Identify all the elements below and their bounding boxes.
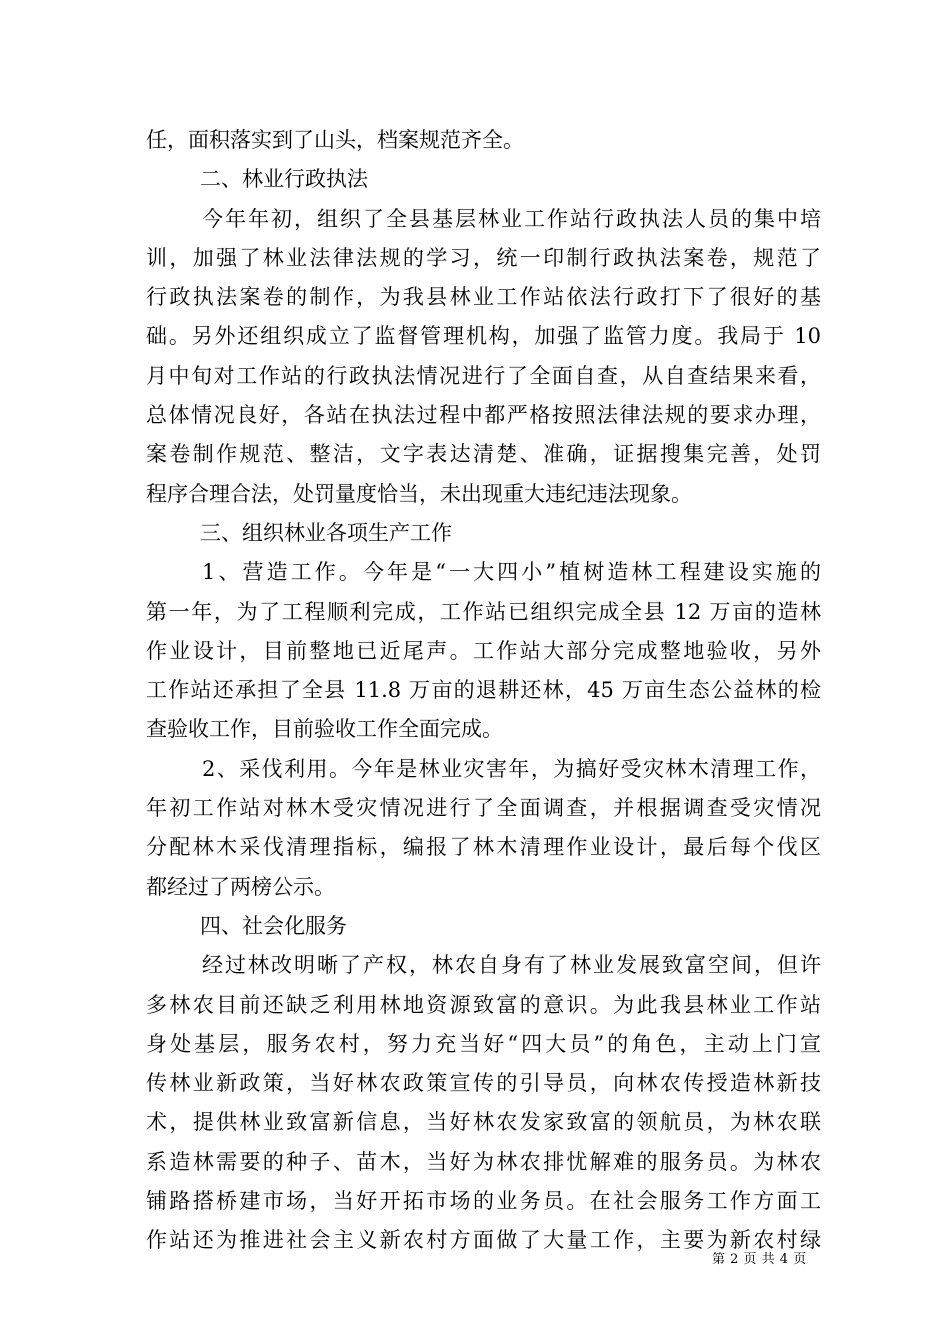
- paragraph-line: 多林农目前还缺乏利用林地资源致富的意识。为此我县林业工作站: [146, 992, 821, 1017]
- paragraph-line: 年初工作站对林木受灾情况进行了全面调查，并根据调查受灾情况: [146, 796, 821, 821]
- paragraph-line: 身处基层，服务农村，努力充当好“四大员”的角色，主动上门宣: [146, 1031, 821, 1056]
- paragraph-line: 作业设计，目前整地已近尾声。工作站大部分完成整地验收，另外: [146, 638, 821, 663]
- document-body: [146, 121, 821, 1261]
- paragraph-line: 月中旬对工作站的行政执法情况进行了全面自查，从自查结果来看，: [146, 363, 821, 388]
- paragraph-line: 2、采伐利用。今年是林业灾害年，为搞好受灾林木清理工作，: [202, 756, 821, 781]
- paragraph-line: 术，提供林业致富新信息，当好林农发家致富的领航员，为林农联: [146, 1110, 821, 1135]
- section-heading-social-service: 四、社会化服务: [200, 913, 347, 938]
- paragraph-line: 系造林需要的种子、苗木，当好为林农排忧解难的服务员。为林农: [146, 1149, 821, 1174]
- paragraph-line: 传林业新政策，当好林农政策宣传的引导员，向林农传授造林新技: [146, 1071, 821, 1096]
- paragraph-line: 都经过了两榜公示。: [146, 874, 335, 899]
- page-number: 第 2 页 共 4 页: [712, 1252, 807, 1267]
- paragraph-line: 查验收工作，目前验收工作全面完成。: [146, 717, 503, 742]
- paragraph-line: 础。另外还组织成立了监督管理机构，加强了监管力度。我局于 10: [146, 324, 821, 349]
- paragraph-line: 分配林木采伐清理指标，编报了林木清理作业设计，最后每个伐区: [146, 835, 821, 860]
- paragraph-line: 案卷制作规范、整洁，文字表达清楚、准确，证据搜集完善，处罚: [146, 442, 821, 467]
- paragraph-line: 训，加强了林业法律法规的学习，统一印制行政执法案卷，规范了: [146, 245, 821, 270]
- paragraph-line: 作站还为推进社会主义新农村方面做了大量工作，主要为新农村绿: [146, 1228, 821, 1253]
- paragraph-line: 1、营造工作。今年是“一大四小”植树造林工程建设实施的: [202, 560, 821, 585]
- section-heading-production-work: 三、组织林业各项生产工作: [200, 520, 452, 545]
- paragraph-line: 任，面积落实到了山头，档案规范齐全。: [146, 128, 524, 152]
- paragraph-line: 经过林改明晰了产权，林农自身有了林业发展致富空间，但许: [202, 953, 821, 978]
- paragraph-line: 行政执法案卷的制作，为我县林业工作站依法行政打下了很好的基: [146, 285, 821, 310]
- paragraph-line: 总体情况良好，各站在执法过程中都严格按照法律法规的要求办理，: [146, 403, 821, 428]
- paragraph-line: 铺路搭桥建市场，当好开拓市场的业务员。在社会服务工作方面工: [146, 1189, 821, 1214]
- paragraph-line: 工作站还承担了全县 11.8 万亩的退耕还林，45 万亩生态公益林的检: [146, 678, 821, 703]
- section-heading-law-enforcement: 二、林业行政执法: [200, 167, 368, 192]
- paragraph-line: 程序合理合法，处罚量度恰当，未出现重大违纪违法现象。: [146, 481, 692, 506]
- paragraph-line: 第一年，为了工程顺利完成，工作站已组织完成全县 12 万亩的造林: [146, 599, 821, 624]
- paragraph-line: 今年年初，组织了全县基层林业工作站行政执法人员的集中培: [202, 206, 821, 231]
